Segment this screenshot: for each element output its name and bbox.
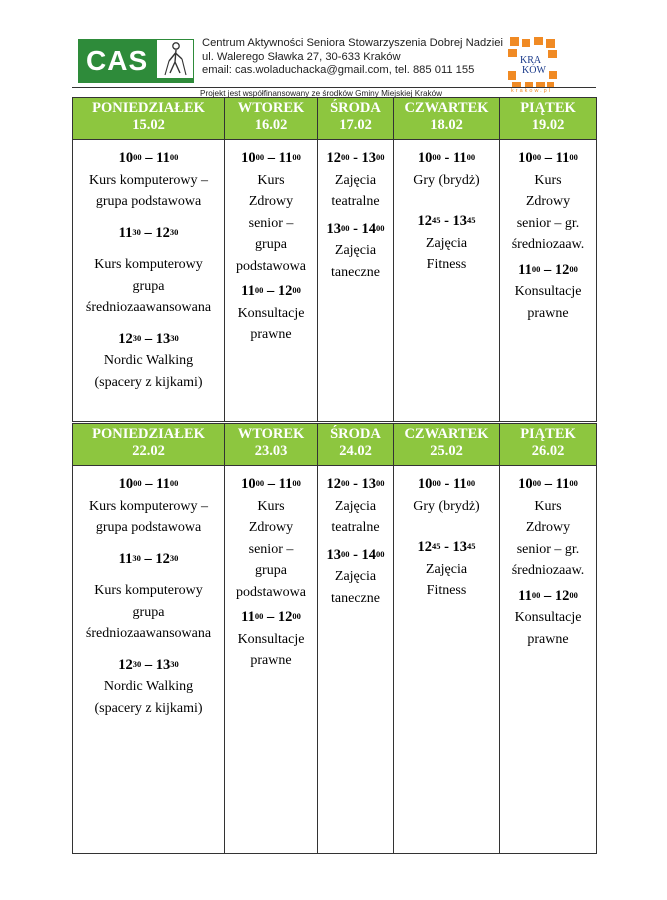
start-minutes: 00 [340, 152, 350, 162]
end-minutes: 30 [169, 226, 179, 237]
activity-line: średniozaawansowana [85, 626, 212, 641]
schedule-week-2 [72, 423, 597, 854]
end-minutes: 00 [292, 152, 301, 162]
day-date: 22.02 [132, 443, 165, 459]
nordic-walker-icon [156, 39, 194, 79]
day-name: PIĄTEK [520, 426, 576, 442]
time-range [318, 148, 393, 170]
end-minutes: 00 [569, 263, 578, 274]
day-name: CZWARTEK [404, 100, 489, 116]
krakow-logo [508, 37, 558, 93]
activity-line: Kurs komputerowy [94, 583, 203, 598]
time-separator: - [444, 476, 450, 492]
end-minutes: 00 [376, 548, 385, 559]
activity-line: taneczne [331, 264, 380, 280]
start-minutes: 45 [431, 541, 441, 551]
time-separator: – [145, 476, 153, 492]
activity-line: Konsultacje [237, 631, 305, 647]
start-hour: 12 [417, 539, 432, 555]
activity-line: Zajęcia [334, 172, 377, 188]
time-separator: – [144, 656, 153, 673]
activity-line: Nordic Walking [103, 679, 194, 694]
start-hour: 12 [118, 656, 133, 673]
start-minutes: 30 [132, 226, 141, 237]
end-minutes: 00 [169, 152, 179, 162]
krakow-logo-line1: KRA [520, 55, 542, 66]
day-name: ŚRODA [330, 426, 381, 442]
end-minutes: 30 [170, 658, 179, 669]
end-minutes: 00 [376, 222, 385, 233]
activity-line: Zajęcia [334, 569, 377, 584]
end-hour: 14 [361, 546, 377, 563]
day-date: 16.02 [254, 117, 288, 133]
time-range [500, 260, 596, 282]
start-minutes: 00 [531, 589, 541, 600]
day-name: CZWARTEK [404, 426, 489, 442]
start-minutes: 00 [255, 152, 265, 162]
activity-line: Gry (brydż) [413, 172, 480, 188]
end-minutes: 00 [292, 611, 301, 621]
activity-line: Kurs komputerowy – [89, 172, 208, 188]
activity-line: Konsultacje [514, 284, 582, 299]
cas-logo-text: CAS [86, 45, 149, 76]
day-name: WTOREK [237, 426, 305, 442]
time-separator: – [266, 283, 275, 299]
time-separator: – [144, 550, 152, 567]
day-date: 26.02 [531, 443, 565, 459]
activity-line: Kurs [534, 498, 562, 514]
start-hour: 10 [118, 476, 134, 492]
time-separator: – [544, 150, 553, 166]
day-header [318, 424, 394, 466]
end-hour: 11 [156, 150, 170, 166]
activity-line: grupa [132, 278, 165, 294]
friday-cell [500, 466, 597, 854]
day-header [225, 98, 318, 140]
krakow-logo-line2: KÓW [522, 65, 546, 76]
activity-line: Konsultacje [237, 305, 305, 321]
activity-line: Kurs [257, 172, 285, 188]
end-hour: 11 [156, 476, 170, 492]
day-header [318, 98, 394, 140]
day-header [394, 424, 500, 466]
time-range [225, 281, 317, 303]
time-separator: - [444, 150, 450, 166]
start-minutes: 30 [132, 552, 141, 563]
start-hour: 12 [417, 213, 432, 229]
time-separator: – [145, 150, 153, 166]
day-name: PIĄTEK [520, 100, 576, 116]
time-range [500, 586, 596, 608]
end-hour: 11 [452, 150, 467, 166]
start-minutes: 00 [133, 478, 142, 488]
end-minutes: 45 [467, 541, 476, 551]
time-range [394, 148, 499, 170]
start-minutes: 00 [432, 478, 441, 488]
time-separator: - [444, 539, 449, 555]
end-minutes: 00 [466, 478, 476, 488]
start-hour: 10 [417, 476, 433, 492]
activity-line: senior – gr. [516, 215, 580, 231]
time-range [73, 329, 224, 351]
start-hour: 13 [326, 546, 341, 563]
time-range [500, 474, 596, 496]
activity-line: grupa podstawowa [95, 194, 202, 209]
end-minutes: 00 [376, 152, 385, 162]
day-date: 23.03 [254, 443, 288, 459]
activity-line: Kurs [534, 172, 562, 188]
end-minutes: 30 [169, 552, 179, 563]
start-minutes: 00 [133, 152, 142, 162]
time-separator: - [353, 546, 358, 563]
activity-line: średniozaaw. [511, 237, 585, 252]
start-hour: 11 [518, 587, 532, 604]
start-hour: 10 [118, 150, 134, 166]
end-minutes: 00 [292, 478, 301, 488]
tuesday-cell [225, 466, 318, 854]
activity-line: Nordic Walking [103, 353, 194, 368]
end-hour: 11 [452, 476, 467, 492]
end-hour: 11 [555, 150, 570, 166]
day-header [73, 98, 225, 140]
day-header [73, 424, 225, 466]
end-hour: 13 [155, 330, 171, 347]
activity-line: Zajęcia [334, 243, 377, 258]
activity-line: prawne [527, 305, 569, 321]
activity-line: Zdrowy [525, 194, 571, 209]
end-minutes: 00 [569, 589, 578, 600]
start-hour: 12 [326, 476, 341, 492]
activity-line: Kurs komputerowy – [89, 498, 208, 514]
start-hour: 10 [518, 150, 533, 166]
start-hour: 10 [241, 150, 256, 166]
time-range [318, 219, 393, 241]
time-range [318, 474, 393, 496]
day-date: 15.02 [132, 117, 165, 133]
day-header [500, 424, 597, 466]
time-range [500, 148, 596, 170]
start-hour: 11 [118, 550, 133, 567]
time-range [225, 148, 317, 170]
time-separator: – [544, 476, 553, 492]
end-hour: 13 [155, 656, 171, 673]
activity-line: grupa [255, 237, 287, 252]
activity-line: Zajęcia [334, 498, 377, 514]
day-header [225, 424, 318, 466]
day-header [394, 98, 500, 140]
org-address: ul. Walerego Sławka 27, 30-633 Kraków [202, 50, 401, 63]
time-range [73, 474, 224, 496]
time-separator: - [353, 150, 358, 166]
end-hour: 12 [155, 550, 170, 567]
start-minutes: 00 [254, 285, 264, 295]
start-hour: 12 [326, 150, 341, 166]
activity-line: Fitness [426, 257, 467, 272]
time-range [73, 148, 224, 170]
activity-line: Zdrowy [248, 194, 294, 209]
end-hour: 12 [277, 283, 293, 299]
start-hour: 10 [241, 476, 256, 492]
end-minutes: 30 [170, 332, 179, 343]
end-hour: 13 [361, 476, 377, 492]
start-minutes: 30 [132, 658, 142, 669]
end-hour: 14 [361, 220, 377, 237]
schedule-week-1 [72, 97, 597, 422]
activity-line: podstawowa [236, 258, 306, 274]
activity-line: podstawowa [236, 584, 306, 600]
day-name: PONIEDZIAŁEK [92, 100, 205, 116]
activity-line: prawne [250, 327, 292, 342]
wednesday-cell [318, 466, 394, 854]
start-hour: 10 [417, 150, 433, 166]
end-hour: 12 [554, 261, 570, 278]
activity-line: Zajęcia [425, 235, 468, 251]
time-separator: – [144, 330, 153, 347]
activity-line: senior – [248, 215, 294, 231]
end-hour: 11 [278, 476, 293, 492]
activity-line: senior – gr. [516, 541, 580, 557]
end-hour: 11 [278, 150, 293, 166]
end-minutes: 00 [466, 152, 476, 162]
day-name: ŚRODA [330, 100, 381, 116]
activity-line: Zajęcia [425, 561, 468, 577]
end-minutes: 00 [169, 478, 179, 488]
time-separator: – [267, 150, 276, 166]
time-range [394, 211, 499, 233]
time-range [73, 549, 224, 571]
day-date: 17.02 [339, 117, 372, 133]
end-hour: 12 [554, 587, 570, 604]
tuesday-cell [225, 140, 318, 422]
start-hour: 11 [241, 283, 255, 299]
end-minutes: 00 [569, 478, 578, 488]
start-minutes: 00 [340, 478, 350, 488]
time-separator: - [353, 220, 358, 237]
activity-line: Kurs [257, 498, 285, 514]
org-contact: email: cas.woladuchacka@gmail.com, tel. 885 011 155 [202, 64, 475, 76]
day-date: 25.02 [430, 443, 463, 459]
time-range [73, 223, 224, 245]
activity-line: grupa [132, 604, 165, 620]
time-range [225, 607, 317, 629]
activity-line: Zdrowy [525, 520, 571, 535]
day-name: WTOREK [237, 100, 305, 116]
thursday-cell [394, 466, 500, 854]
end-hour: 11 [555, 476, 570, 492]
start-minutes: 00 [532, 478, 542, 488]
start-hour: 11 [518, 261, 532, 278]
friday-cell [500, 140, 597, 422]
start-minutes: 00 [255, 478, 265, 488]
activity-line: (spacery z kijkami) [94, 374, 203, 390]
activity-line: Fitness [426, 583, 467, 598]
start-minutes: 00 [531, 263, 541, 274]
end-minutes: 00 [569, 152, 578, 162]
start-minutes: 45 [431, 215, 441, 225]
cofunding-note: Projekt jest współfinansowany ze środków Gminy Miejskiej Kraków [200, 89, 443, 98]
activity-line: grupa podstawowa [95, 520, 202, 535]
activity-line: średniozaaw. [511, 563, 585, 578]
start-minutes: 30 [132, 332, 142, 343]
activity-line: Konsultacje [514, 610, 582, 625]
start-hour: 12 [118, 330, 133, 347]
end-hour: 12 [277, 609, 293, 625]
activity-line: średniozaawansowana [85, 300, 212, 315]
activity-line: Zdrowy [248, 520, 294, 535]
activity-line: taneczne [331, 590, 380, 606]
start-minutes: 00 [340, 548, 350, 559]
start-hour: 13 [326, 220, 341, 237]
time-range [318, 545, 393, 567]
time-separator: - [444, 213, 449, 229]
time-separator: – [266, 609, 275, 625]
end-hour: 13 [452, 539, 468, 555]
krakow-logo-url: krakow.pl [511, 88, 552, 94]
organization-info [202, 37, 503, 78]
end-minutes: 00 [376, 478, 385, 488]
time-range [394, 537, 499, 559]
header-divider [72, 87, 596, 88]
time-separator: - [353, 476, 358, 492]
thursday-cell [394, 140, 500, 422]
activity-line: Gry (brydż) [413, 498, 480, 514]
activity-line: teatralne [331, 520, 380, 535]
activity-line: prawne [527, 631, 569, 647]
start-minutes: 00 [340, 222, 350, 233]
end-hour: 13 [361, 150, 377, 166]
end-minutes: 00 [292, 285, 301, 295]
end-hour: 13 [452, 213, 468, 229]
activity-line: Kurs komputerowy [94, 257, 203, 272]
day-name: PONIEDZIAŁEK [92, 426, 205, 442]
time-separator: – [144, 224, 152, 241]
day-header [500, 98, 597, 140]
end-hour: 12 [155, 224, 170, 241]
day-date: 18.02 [430, 117, 463, 133]
time-range [225, 474, 317, 496]
time-separator: – [543, 261, 552, 278]
time-separator: – [267, 476, 276, 492]
end-minutes: 45 [467, 215, 476, 225]
start-minutes: 00 [254, 611, 264, 621]
start-hour: 11 [241, 609, 255, 625]
time-separator: – [543, 587, 552, 604]
monday-cell [73, 140, 225, 422]
activity-line: senior – [248, 541, 294, 557]
start-hour: 11 [118, 224, 133, 241]
org-name: Centrum Aktywności Seniora Stowarzyszenia Dobrej Nadziei [202, 37, 503, 49]
activity-line: teatralne [331, 194, 380, 209]
monday-cell [73, 466, 225, 854]
activity-line: grupa [255, 563, 287, 578]
start-hour: 10 [518, 476, 533, 492]
wednesday-cell [318, 140, 394, 422]
time-range [394, 474, 499, 496]
day-date: 24.02 [339, 443, 372, 459]
start-minutes: 00 [432, 152, 441, 162]
activity-line: (spacery z kijkami) [94, 700, 203, 716]
time-range [73, 655, 224, 677]
start-minutes: 00 [532, 152, 542, 162]
day-date: 19.02 [531, 117, 565, 133]
activity-line: prawne [250, 653, 292, 668]
